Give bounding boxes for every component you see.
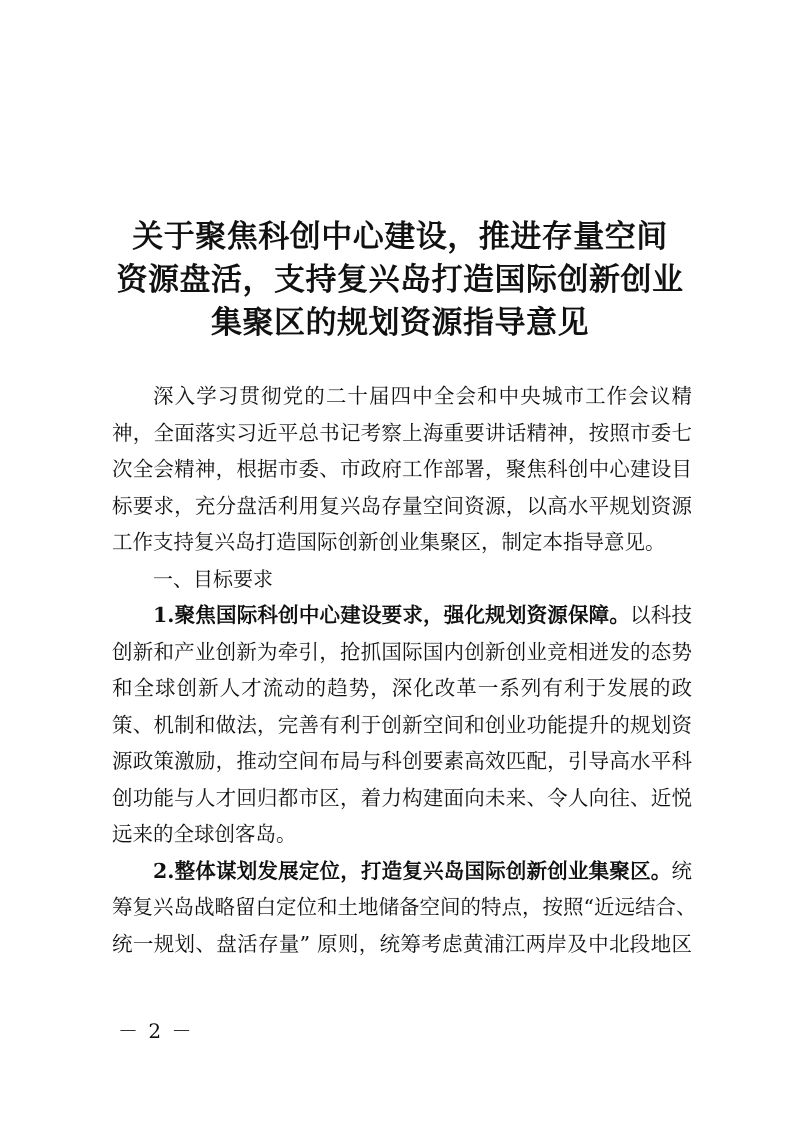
item2-line: 筹复兴岛战略留白定位和土地储备空间的特点，按照“近远结合、	[112, 895, 697, 919]
document-title	[100, 216, 700, 345]
intro-line: 工作支持复兴岛打造国际创新创业集聚区，制定本指导意见。	[112, 530, 666, 554]
item2-heading: 2.整体谋划发展定位，打造复兴岛国际创新创业集聚区。	[153, 858, 672, 883]
item2-line: 统一规划、盘活存量” 原则，统筹考虑黄浦江两岸及中北段地区	[112, 931, 692, 956]
item1-heading: 1.聚焦国际科创中心建设要求，强化规划资源保障。	[153, 603, 631, 627]
item1-line: 策、机制和做法，完善有利于创新空间和创业功能提升的规划资	[112, 712, 692, 737]
page-number: － 2 －	[118, 1019, 194, 1043]
item1-line: 创功能与人才回归都市区，着力构建面向未来、令人向往、近悦	[112, 785, 692, 810]
section-heading: 一、目标要求	[153, 566, 273, 591]
item1-line: 远来的全球创客岛。	[112, 822, 297, 846]
intro-line: 次全会精神，根据市委、市政府工作部署，聚焦科创中心建设目	[112, 457, 692, 481]
intro-line: 神，全面落实习近平总书记考察上海重要讲话精神，按照市委七	[112, 420, 692, 445]
intro-line: 深入学习贯彻党的二十届四中全会和中央城市工作会议精	[153, 384, 692, 408]
item2-first-line	[112, 853, 692, 890]
item1-first-line	[112, 597, 692, 634]
item1-first-line-rest: 以科技	[630, 603, 693, 627]
title-line: 关于聚焦科创中心建设，推进存量空间	[132, 219, 668, 255]
item1-line: 创新和产业创新为牵引，抢抓国际国内创新创业竞相迸发的态势	[112, 639, 692, 664]
item2-first-line-rest: 统	[671, 858, 692, 883]
document-body	[112, 378, 697, 962]
intro-line: 标要求，充分盘活利用复兴岛存量空间资源，以高水平规划资源	[112, 493, 692, 518]
title-line: 资源盘活，支持复兴岛打造国际创新创业	[116, 262, 684, 298]
item1-line: 源政策激励，推动空间布局与科创要素高效匹配，引导高水平科	[112, 749, 692, 773]
title-line: 集聚区的规划资源指导意见	[211, 305, 589, 341]
item1-line: 和全球创新人才流动的趋势，深化改革一系列有利于发展的政	[112, 676, 692, 700]
